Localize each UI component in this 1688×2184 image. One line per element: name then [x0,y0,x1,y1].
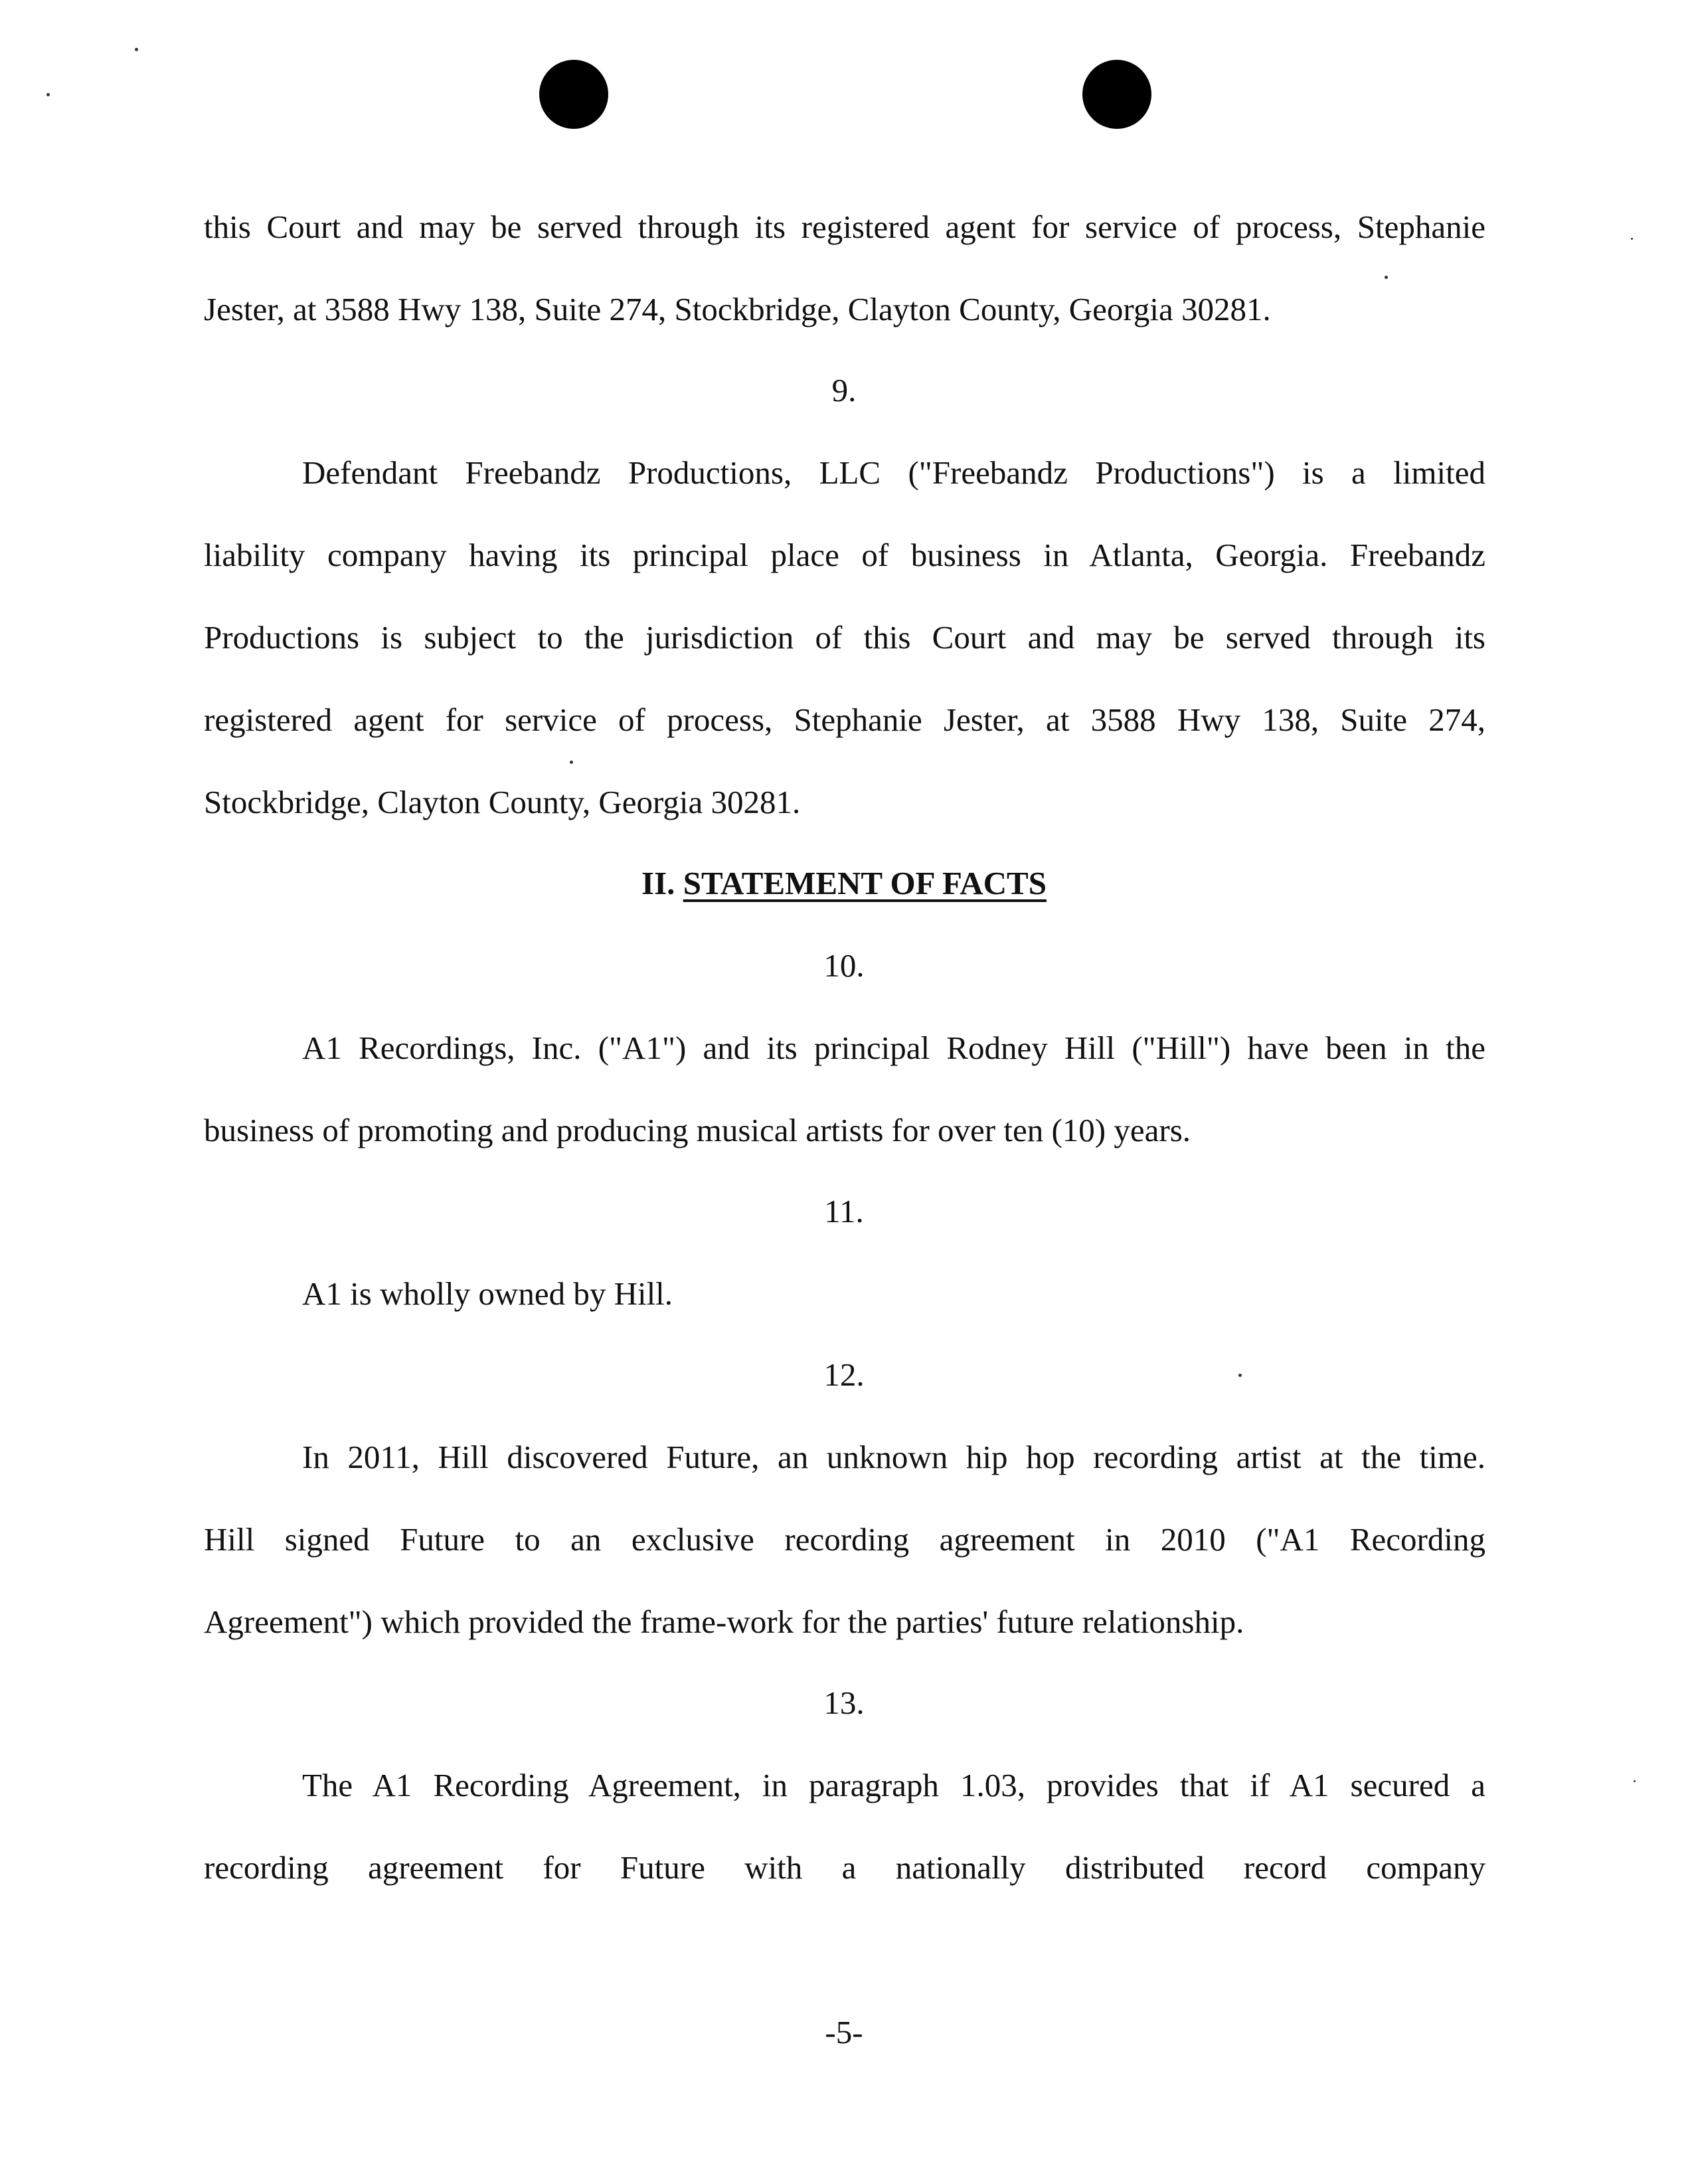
punch-hole-right [1082,60,1151,129]
body-line: A1 is wholly owned by Hill. [302,1275,673,1312]
body-line: In 2011, Hill discovered Future, an unknown hip hop recording artist at the time. [302,1439,1485,1475]
paragraph-number: 10. [823,947,865,984]
body-line: registered agent for service of process, Stephanie Jester, at 3588 Hwy 138, Suite 274, [204,701,1485,738]
page-number: -5- [825,2014,863,2050]
scan-speck [1634,1780,1636,1782]
body-line: Defendant Freebandz Productions, LLC ("Freebandz Productions") is a limited [302,454,1485,491]
body-line: this Court and may be served through its registered agent for service of process, Stephanie [204,209,1485,245]
body-line: The A1 Recording Agreement, in paragraph 1.03, provides that if A1 secured a [302,1767,1485,1803]
paragraph-number: 13. [823,1684,865,1721]
scan-speck [570,761,573,764]
body-line: Hill signed Future to an exclusive recording agreement in 2010 ("A1 Recording [204,1521,1485,1558]
section-title: STATEMENT OF FACTS [683,865,1047,901]
body-line: liability company having its principal place of business in Atlanta, Georgia. Freebandz [204,537,1485,573]
scan-speck [135,48,138,51]
body-line: Stockbridge, Clayton County, Georgia 30281. [204,784,801,820]
section-numeral: II. [641,865,675,901]
body-line: A1 Recordings, Inc. ("A1") and its principal Rodney Hill ("Hill") have been in the [302,1030,1485,1066]
body-line: Productions is subject to the jurisdiction of this Court and may be served through its [204,619,1485,656]
scan-speck [1631,238,1633,240]
section-heading [0,864,1688,903]
body-line: Jester, at 3588 Hwy 138, Suite 274, Stockbridge, Clayton County, Georgia 30281. [204,291,1271,327]
paragraph-number: 11. [824,1193,864,1229]
paragraph-number: 12. [823,1356,865,1393]
scan-speck [46,93,50,96]
scan-speck [1385,276,1388,279]
punch-hole-left [539,60,608,129]
body-line: Agreement") which provided the frame-work for the parties' future relationship. [204,1603,1244,1640]
body-line: recording agreement for Future with a nationally distributed record company [204,1849,1485,1886]
paragraph-number: 9. [831,372,857,409]
body-line: business of promoting and producing musical artists for over ten (10) years. [204,1112,1191,1148]
